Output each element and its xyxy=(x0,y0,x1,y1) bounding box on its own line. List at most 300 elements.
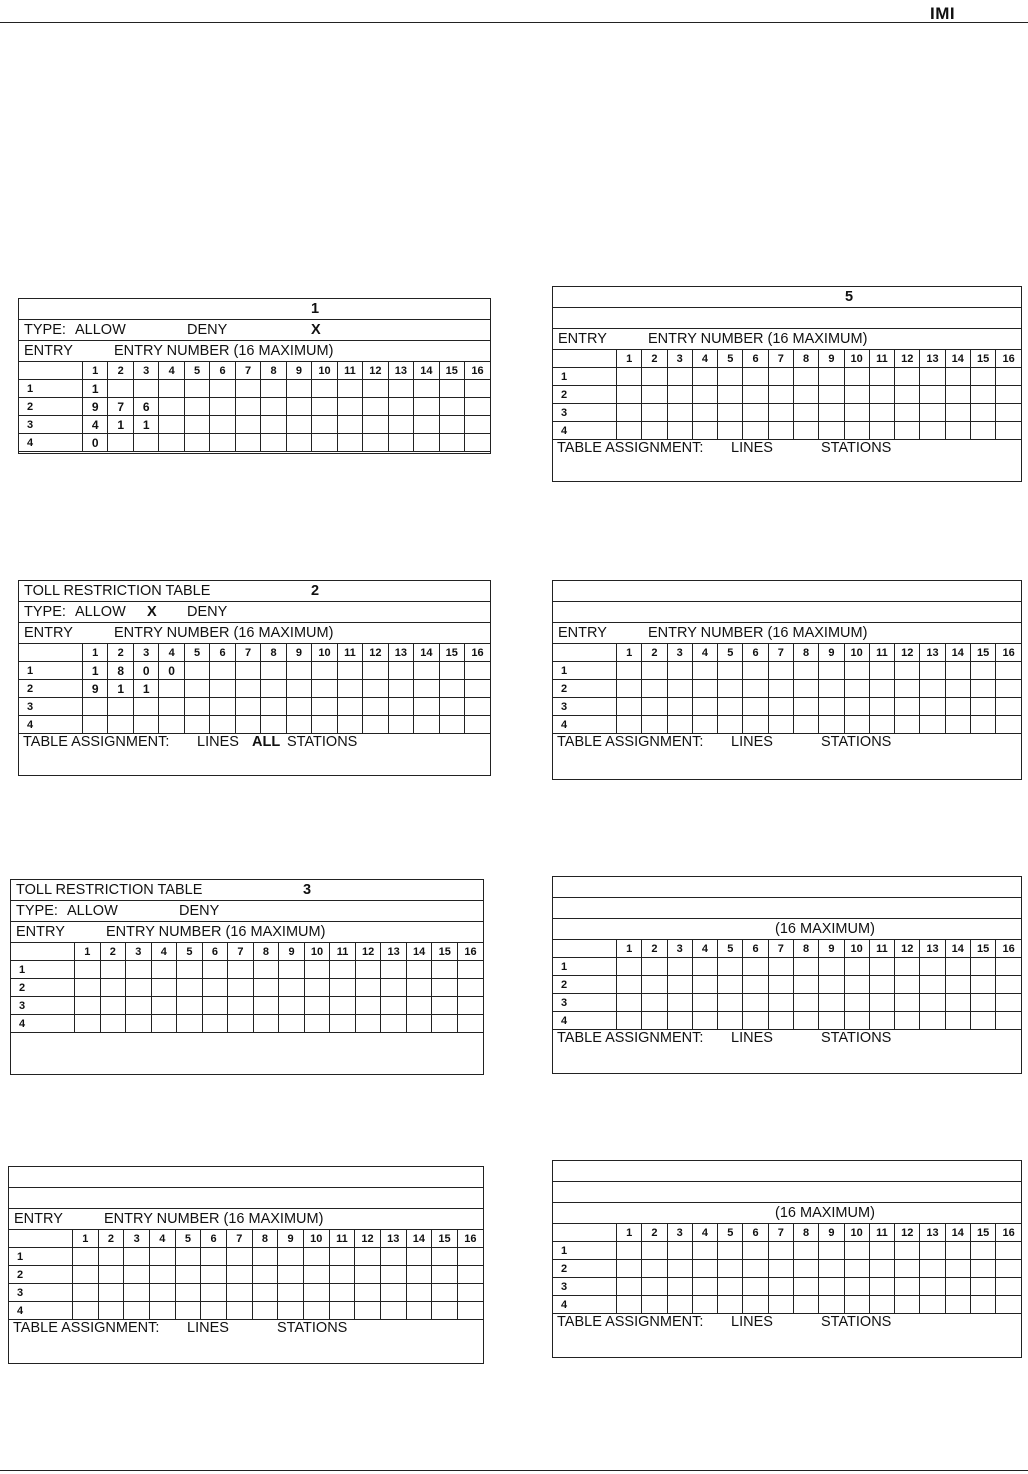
digit-cell xyxy=(692,368,717,386)
digit-cell xyxy=(996,958,1021,976)
digit-cell xyxy=(970,1260,995,1278)
toll-table-form-blank-right-2 xyxy=(552,876,1022,1074)
column-number: 1 xyxy=(83,644,108,662)
digit-cell xyxy=(970,422,995,440)
digit-cell xyxy=(414,698,439,716)
digit-cell xyxy=(667,976,692,994)
digit-cell xyxy=(743,1260,768,1278)
digit-cell xyxy=(844,368,869,386)
digit-cell xyxy=(945,368,970,386)
digit-cell xyxy=(996,716,1021,734)
toll-table-form-blank-right-1 xyxy=(552,580,1022,780)
row-number: 1 xyxy=(11,961,75,979)
digit-cell xyxy=(617,1296,642,1314)
table-row xyxy=(553,1012,1021,1030)
digit-cell xyxy=(996,994,1021,1012)
digit-cell xyxy=(184,716,209,734)
column-number: 14 xyxy=(945,350,970,368)
digit-cell xyxy=(252,1302,278,1320)
digit-cell xyxy=(201,1302,227,1320)
digit-cell xyxy=(175,1302,201,1320)
digit-cell xyxy=(793,1242,818,1260)
digit-cell xyxy=(363,680,388,698)
digit-cell xyxy=(920,662,945,680)
digit-cell xyxy=(945,1260,970,1278)
digit-cell xyxy=(996,368,1021,386)
digit-cell xyxy=(617,1260,642,1278)
digit-cell xyxy=(279,997,305,1015)
corner-cell xyxy=(9,1230,73,1248)
column-number: 15 xyxy=(432,943,458,961)
digit-cell xyxy=(642,368,667,386)
digit-cell xyxy=(617,1278,642,1296)
type-row xyxy=(9,1188,483,1209)
digit-cell xyxy=(844,404,869,422)
column-number: 2 xyxy=(642,940,667,958)
column-number: 16 xyxy=(996,644,1021,662)
lines-label: LINES xyxy=(731,1314,773,1330)
digit-cell xyxy=(617,680,642,698)
lines-value: ALL xyxy=(252,734,281,750)
digit-cell xyxy=(743,422,768,440)
digit-cell xyxy=(869,994,894,1012)
table-row xyxy=(553,716,1021,734)
column-number: 8 xyxy=(793,350,818,368)
row-number: 2 xyxy=(553,976,617,994)
column-number: 8 xyxy=(793,1224,818,1242)
digit-cell xyxy=(286,434,311,452)
digit-cell xyxy=(201,1248,227,1266)
column-number: 11 xyxy=(329,1230,355,1248)
row-number: 4 xyxy=(19,716,83,734)
digit-cell xyxy=(388,680,413,698)
digit-cell xyxy=(692,698,717,716)
digit-cell xyxy=(692,1260,717,1278)
digit-cell xyxy=(718,1012,743,1030)
allow-label: ALLOW xyxy=(67,903,118,919)
column-number: 7 xyxy=(768,644,793,662)
table-assignment-row xyxy=(19,452,490,470)
digit-cell xyxy=(432,1248,458,1266)
table-assignment-label: TABLE ASSIGNMENT: xyxy=(557,734,704,750)
digit-cell xyxy=(743,716,768,734)
row-number: 2 xyxy=(11,979,75,997)
digit-cell xyxy=(226,1284,252,1302)
column-number: 8 xyxy=(793,940,818,958)
digit-cell xyxy=(226,1266,252,1284)
digit-cell xyxy=(945,680,970,698)
digit-cell: 9 xyxy=(83,680,108,698)
digit-cell xyxy=(355,1284,381,1302)
digit-cell xyxy=(303,1266,329,1284)
table-title: TOLL RESTRICTION TABLE xyxy=(16,882,203,898)
column-number: 10 xyxy=(844,940,869,958)
digit-cell xyxy=(149,1302,175,1320)
column-number: 16 xyxy=(996,940,1021,958)
digit-cell xyxy=(439,662,464,680)
digit-cell xyxy=(970,404,995,422)
digit-cell xyxy=(667,716,692,734)
row-number: 4 xyxy=(11,1015,75,1033)
digit-cell xyxy=(414,680,439,698)
digit-cell xyxy=(667,994,692,1012)
stations-label: STATIONS xyxy=(821,1314,892,1330)
digit-cell xyxy=(819,1012,844,1030)
entry-label: ENTRY xyxy=(558,625,607,641)
digit-cell xyxy=(718,422,743,440)
column-number: 9 xyxy=(819,644,844,662)
table-assignment-label: TABLE ASSIGNMENT: xyxy=(23,734,170,750)
column-number: 12 xyxy=(363,644,388,662)
digit-cell xyxy=(996,1012,1021,1030)
digit-cell xyxy=(743,680,768,698)
digit-cell xyxy=(235,416,260,434)
digit-cell xyxy=(945,422,970,440)
digit-cell xyxy=(261,380,286,398)
digit-cell xyxy=(768,1242,793,1260)
entry-grid xyxy=(553,1224,1021,1314)
digit-cell xyxy=(83,698,108,716)
column-header-row xyxy=(19,362,490,380)
digit-cell xyxy=(819,976,844,994)
type-row xyxy=(19,320,490,341)
digit-cell xyxy=(465,380,490,398)
table-row xyxy=(553,662,1021,680)
column-number: 15 xyxy=(970,1224,995,1242)
column-number: 5 xyxy=(175,1230,201,1248)
digit-cell xyxy=(363,434,388,452)
digit-cell: 6 xyxy=(133,398,158,416)
column-number: 14 xyxy=(406,1230,432,1248)
digit-cell xyxy=(235,398,260,416)
digit-cell xyxy=(743,386,768,404)
digit-cell xyxy=(642,404,667,422)
digit-cell xyxy=(159,434,184,452)
digit-cell: 1 xyxy=(108,680,133,698)
digit-cell xyxy=(177,961,203,979)
table-row xyxy=(553,1242,1021,1260)
table-assignment-row xyxy=(553,1314,1021,1332)
digit-cell xyxy=(406,1302,432,1320)
digit-cell xyxy=(970,386,995,404)
corner-cell xyxy=(553,940,617,958)
digit-cell xyxy=(337,434,362,452)
footer-rule xyxy=(0,1470,1028,1471)
type-row xyxy=(553,308,1021,329)
column-number: 5 xyxy=(718,644,743,662)
column-number: 3 xyxy=(667,350,692,368)
digit-cell xyxy=(920,1260,945,1278)
digit-cell xyxy=(363,416,388,434)
digit-cell xyxy=(303,1284,329,1302)
table-row xyxy=(553,386,1021,404)
column-number: 2 xyxy=(108,362,133,380)
digit-cell xyxy=(457,961,483,979)
digit-cell xyxy=(184,662,209,680)
digit-cell xyxy=(406,1284,432,1302)
entry-number-label: ENTRY NUMBER (16 MAXIMUM) xyxy=(648,331,868,347)
column-number: 6 xyxy=(202,943,228,961)
digit-cell xyxy=(743,1012,768,1030)
allow-mark: X xyxy=(147,604,157,620)
digit-cell xyxy=(226,1248,252,1266)
digit-cell xyxy=(692,404,717,422)
row-number: 3 xyxy=(19,698,83,716)
digit-cell xyxy=(414,434,439,452)
digit-cell xyxy=(381,1015,407,1033)
row-number: 3 xyxy=(19,416,83,434)
entry-grid xyxy=(553,940,1021,1030)
digit-cell xyxy=(286,380,311,398)
digit-cell xyxy=(667,386,692,404)
digit-cell xyxy=(252,1266,278,1284)
digit-cell xyxy=(210,380,235,398)
type-row xyxy=(553,898,1021,919)
digit-cell xyxy=(996,1278,1021,1296)
digit-cell xyxy=(768,1012,793,1030)
digit-cell xyxy=(261,680,286,698)
title-row xyxy=(19,299,490,320)
digit-cell xyxy=(202,979,228,997)
column-number: 12 xyxy=(895,940,920,958)
digit-cell xyxy=(414,380,439,398)
digit-cell xyxy=(465,662,490,680)
digit-cell xyxy=(667,662,692,680)
digit-cell: 8 xyxy=(108,662,133,680)
table-row xyxy=(9,1248,483,1266)
digit-cell xyxy=(202,961,228,979)
digit-cell xyxy=(819,368,844,386)
digit-cell xyxy=(793,680,818,698)
digit-cell xyxy=(996,404,1021,422)
digit-cell xyxy=(718,386,743,404)
digit-cell xyxy=(75,997,101,1015)
row-number: 2 xyxy=(553,680,617,698)
digit-cell xyxy=(793,716,818,734)
column-number: 8 xyxy=(252,1230,278,1248)
entry-row xyxy=(19,623,490,644)
column-number: 11 xyxy=(869,1224,894,1242)
digit-cell xyxy=(692,958,717,976)
digit-cell xyxy=(432,979,458,997)
digit-cell xyxy=(388,698,413,716)
digit-cell xyxy=(159,698,184,716)
digit-cell xyxy=(226,1302,252,1320)
digit-cell xyxy=(457,979,483,997)
digit-cell xyxy=(159,416,184,434)
allow-label: ALLOW xyxy=(75,604,126,620)
digit-cell xyxy=(381,961,407,979)
entry-row xyxy=(553,1203,1021,1224)
digit-cell xyxy=(617,386,642,404)
stations-label: STATIONS xyxy=(821,1030,892,1046)
digit-cell xyxy=(895,976,920,994)
digit-cell xyxy=(869,680,894,698)
deny-label: DENY xyxy=(187,322,228,338)
digit-cell xyxy=(642,680,667,698)
digit-cell: 1 xyxy=(83,662,108,680)
digit-cell xyxy=(869,422,894,440)
digit-cell xyxy=(895,662,920,680)
column-number: 2 xyxy=(100,943,126,961)
digit-cell xyxy=(793,1296,818,1314)
digit-cell xyxy=(743,698,768,716)
column-number: 12 xyxy=(895,350,920,368)
column-number: 13 xyxy=(388,362,413,380)
digit-cell xyxy=(100,979,126,997)
column-number: 10 xyxy=(304,943,330,961)
deny-label: DENY xyxy=(179,903,220,919)
digit-cell xyxy=(253,997,279,1015)
column-number: 4 xyxy=(692,644,717,662)
digit-cell xyxy=(133,434,158,452)
corner-cell xyxy=(19,644,83,662)
column-number: 4 xyxy=(159,644,184,662)
digit-cell xyxy=(692,422,717,440)
digit-cell: 7 xyxy=(108,398,133,416)
column-number: 13 xyxy=(381,943,407,961)
column-number: 15 xyxy=(439,644,464,662)
row-number: 1 xyxy=(553,1242,617,1260)
digit-cell xyxy=(184,380,209,398)
digit-cell xyxy=(304,979,330,997)
table-row xyxy=(553,1278,1021,1296)
digit-cell xyxy=(642,698,667,716)
column-number: 13 xyxy=(380,1230,406,1248)
digit-cell xyxy=(304,997,330,1015)
digit-cell xyxy=(743,976,768,994)
digit-cell xyxy=(388,416,413,434)
entry-grid xyxy=(11,943,483,1033)
digit-cell xyxy=(75,979,101,997)
table-row xyxy=(19,416,490,434)
entry-grid xyxy=(9,1230,483,1320)
digit-cell xyxy=(869,386,894,404)
digit-cell xyxy=(388,662,413,680)
digit-cell: 1 xyxy=(133,680,158,698)
row-number: 4 xyxy=(553,1012,617,1030)
digit-cell xyxy=(617,958,642,976)
digit-cell: 9 xyxy=(83,398,108,416)
digit-cell xyxy=(617,662,642,680)
table-row xyxy=(553,368,1021,386)
digit-cell xyxy=(920,422,945,440)
entry-label: ENTRY xyxy=(16,924,65,940)
digit-cell xyxy=(970,994,995,1012)
table-number: 3 xyxy=(303,882,312,898)
digit-cell xyxy=(819,698,844,716)
digit-cell xyxy=(819,386,844,404)
row-number: 4 xyxy=(19,434,83,452)
digit-cell xyxy=(151,1015,177,1033)
digit-cell xyxy=(996,662,1021,680)
digit-cell xyxy=(768,958,793,976)
digit-cell xyxy=(667,698,692,716)
column-number: 5 xyxy=(184,362,209,380)
digit-cell xyxy=(869,976,894,994)
column-number: 10 xyxy=(844,1224,869,1242)
stations-label: STATIONS xyxy=(287,734,358,750)
digit-cell xyxy=(380,1302,406,1320)
digit-cell xyxy=(617,698,642,716)
digit-cell: 1 xyxy=(108,416,133,434)
digit-cell xyxy=(439,698,464,716)
column-number: 6 xyxy=(743,350,768,368)
digit-cell xyxy=(768,404,793,422)
digit-cell xyxy=(895,404,920,422)
digit-cell xyxy=(945,404,970,422)
digit-cell xyxy=(617,1242,642,1260)
lines-label: LINES xyxy=(731,734,773,750)
digit-cell xyxy=(617,976,642,994)
column-number: 16 xyxy=(996,1224,1021,1242)
digit-cell xyxy=(768,662,793,680)
digit-cell xyxy=(261,434,286,452)
entry-row xyxy=(11,922,483,943)
digit-cell xyxy=(329,1248,355,1266)
digit-cell xyxy=(793,404,818,422)
digit-cell xyxy=(996,1296,1021,1314)
entry-row xyxy=(553,919,1021,940)
digit-cell xyxy=(895,994,920,1012)
digit-cell xyxy=(970,1242,995,1260)
digit-cell xyxy=(210,398,235,416)
column-number: 5 xyxy=(718,350,743,368)
entry-grid xyxy=(19,362,490,452)
table-row xyxy=(9,1302,483,1320)
entry-number-label: ENTRY NUMBER (16 MAXIMUM) xyxy=(104,1211,324,1227)
column-number: 14 xyxy=(414,644,439,662)
column-number: 1 xyxy=(83,362,108,380)
column-number: 15 xyxy=(432,1230,458,1248)
column-number: 4 xyxy=(149,1230,175,1248)
digit-cell xyxy=(869,1260,894,1278)
table-row xyxy=(553,976,1021,994)
entry-number-label: (16 MAXIMUM) xyxy=(775,1205,875,1221)
digit-cell xyxy=(388,434,413,452)
column-number: 1 xyxy=(617,1224,642,1242)
column-number: 1 xyxy=(75,943,101,961)
digit-cell xyxy=(718,994,743,1012)
column-number: 8 xyxy=(261,644,286,662)
digit-cell xyxy=(970,1278,995,1296)
digit-cell xyxy=(337,680,362,698)
digit-cell xyxy=(439,416,464,434)
digit-cell xyxy=(108,380,133,398)
digit-cell xyxy=(743,404,768,422)
digit-cell xyxy=(312,680,337,698)
entry-number-label: (16 MAXIMUM) xyxy=(775,921,875,937)
column-number: 9 xyxy=(286,644,311,662)
column-number: 10 xyxy=(312,644,337,662)
digit-cell xyxy=(869,1296,894,1314)
table-number: 2 xyxy=(311,583,320,599)
table-assignment-label: TABLE ASSIGNMENT: xyxy=(557,440,704,456)
digit-cell xyxy=(895,1012,920,1030)
digit-cell xyxy=(380,1284,406,1302)
digit-cell xyxy=(743,1296,768,1314)
digit-cell xyxy=(228,961,254,979)
column-number: 16 xyxy=(465,362,490,380)
digit-cell xyxy=(329,1302,355,1320)
digit-cell xyxy=(667,1278,692,1296)
digit-cell xyxy=(945,662,970,680)
table-row xyxy=(19,380,490,398)
digit-cell xyxy=(970,976,995,994)
digit-cell xyxy=(175,1266,201,1284)
digit-cell xyxy=(844,662,869,680)
digit-cell xyxy=(355,961,381,979)
